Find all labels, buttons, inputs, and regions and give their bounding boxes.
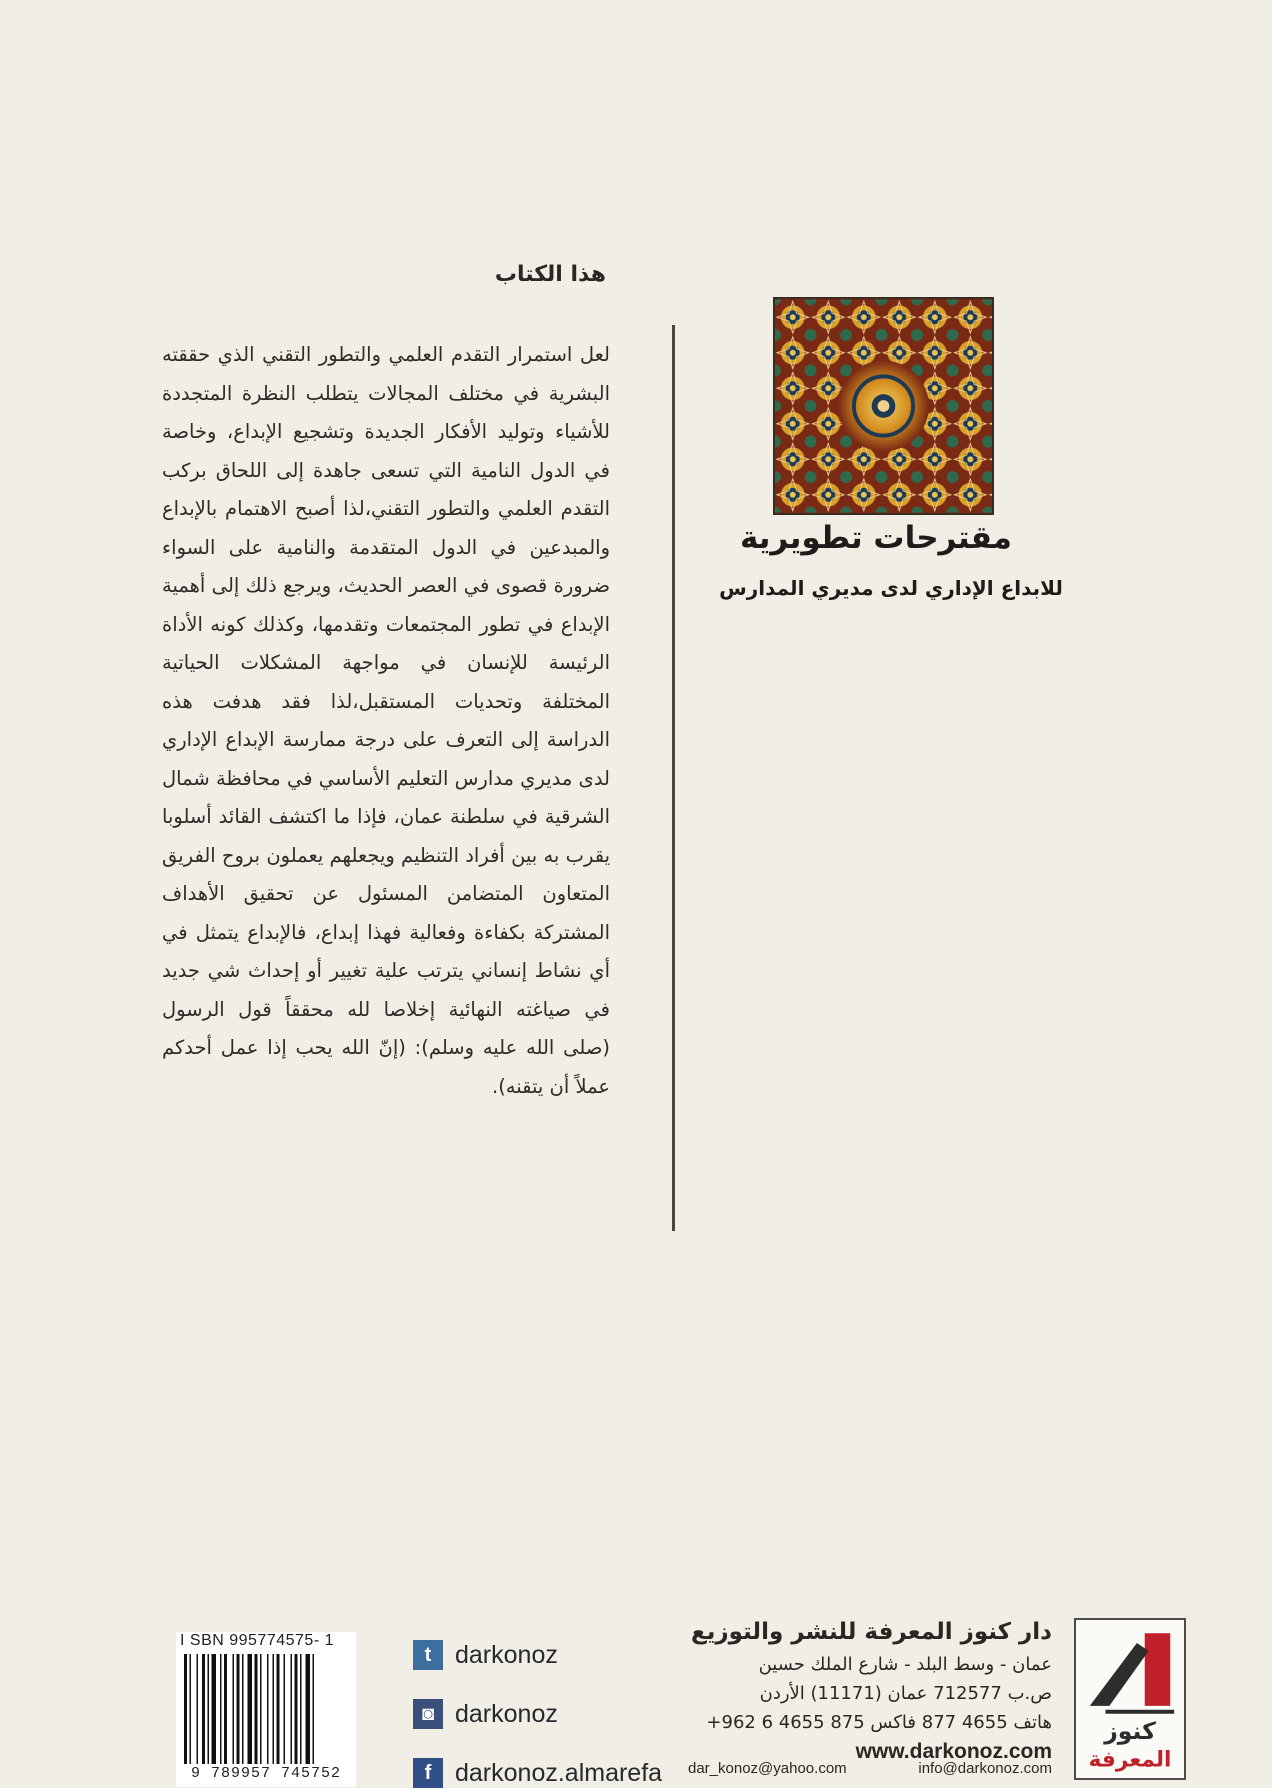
barcode-digits: 9 789957 745752 bbox=[190, 1765, 342, 1782]
publisher-name: دار كنوز المعرفة للنشر والتوزيع bbox=[691, 1619, 1052, 1645]
barcode-bar bbox=[197, 1654, 199, 1764]
barcode-bar bbox=[260, 1654, 262, 1764]
publisher-info bbox=[680, 1614, 1052, 1767]
instagram-handle: darkonoz bbox=[455, 1699, 558, 1728]
publisher-po-box: ص.ب 712577 عمان (11171) الأردن bbox=[759, 1683, 1052, 1704]
publisher-emails bbox=[688, 1760, 1052, 1777]
twitter-handle: darkonoz bbox=[455, 1640, 558, 1669]
book-title: مقترحات تطويرية bbox=[739, 520, 1012, 556]
barcode-bar bbox=[306, 1654, 311, 1764]
social-instagram bbox=[413, 1699, 558, 1729]
publisher-website: www.darkonoz.com bbox=[855, 1740, 1052, 1763]
facebook-icon: f bbox=[413, 1758, 443, 1788]
publisher-phone-fax: هاتف 4655 877 فاكس 875 4655 6 962+ bbox=[706, 1712, 1052, 1733]
facebook-handle: darkonoz.almarefa bbox=[455, 1758, 663, 1787]
publisher-email-info: info@darkonoz.com bbox=[918, 1760, 1052, 1777]
vertical-divider bbox=[672, 325, 675, 1231]
isbn-barcode bbox=[176, 1632, 356, 1787]
barcode-bar bbox=[291, 1654, 293, 1764]
publisher-email-yahoo: dar_konoz@yahoo.com bbox=[688, 1760, 847, 1777]
isbn-label: I SBN 995774575- 1 bbox=[180, 1632, 334, 1649]
publisher-address: عمان - وسط البلد - شارع الملك حسين bbox=[758, 1654, 1052, 1675]
barcode-bar bbox=[220, 1654, 222, 1764]
arabesque-pattern-graphic bbox=[775, 299, 992, 513]
book-subtitle: للابداع الإداري لدى مديري المدارس bbox=[719, 576, 1063, 600]
logo-text-bottom: المعرفة bbox=[1088, 1747, 1172, 1773]
barcode-bar bbox=[184, 1654, 187, 1764]
barcode-bar bbox=[300, 1654, 302, 1764]
barcode-bars bbox=[182, 1654, 352, 1764]
barcode-bar bbox=[284, 1654, 286, 1764]
barcode-bar bbox=[237, 1654, 240, 1764]
barcode-bar bbox=[190, 1654, 192, 1764]
social-twitter bbox=[413, 1640, 558, 1670]
barcode-bar bbox=[313, 1654, 315, 1764]
twitter-icon: t bbox=[413, 1640, 443, 1670]
publisher-logo bbox=[1074, 1618, 1186, 1780]
barcode-bar bbox=[255, 1654, 258, 1764]
barcode-bar bbox=[233, 1654, 235, 1764]
barcode-bar bbox=[208, 1654, 210, 1764]
barcode-bar bbox=[212, 1654, 217, 1764]
barcode-bar bbox=[267, 1654, 269, 1764]
logo-text-top: كنوز bbox=[1104, 1717, 1156, 1746]
social-facebook bbox=[413, 1758, 662, 1788]
barcode-bar bbox=[295, 1654, 298, 1764]
barcode-bar bbox=[224, 1654, 227, 1764]
synopsis-text: لعل استمرار التقدم العلمي والتطور التقني الذي حققته البشرية في مختلف المجالات يتطلب النظرة المتجددة للأشياء وتوليد الأفكار الجديدة وتشجيع الإبداع، وخاصة في الدول النامية التي تسعى جاهدة إلى اللحاق بركب التقدم العلمي والتطور التقني،لذا أصبح الاهتمام بالإبداع والمبدعين في الدول المتقدمة والنامية على السواء ضرورة قصوى في العصر الحديث، ويرجع ذلك إلى أهمية الإبداع في تطور المجتمعات وتقدمها، وكذلك كونه الأداة الرئيسة للإنسان في مواجهة المشكلات الحياتية المختلفة وتحديات المستقبل،لذا فقد هدفت هذه الدراسة إلى التعرف على درجة ممارسة الإبداع الإداري لدى مديري مدارس التعليم الأساسي في محافظة شمال الشرقية في سلطنة عمان، فإذا ما اكتشف القائد أسلوبا يقرب به بين أفراد التنظيم ويجعلهم يعملون بروح الفريق المتعاون المتضامن المسئول عن تحقيق الأهداف المشتركة بكفاءة وفعالية فهذا إبداع، فالإبداع يتمثل في أي نشاط إنساني يترتب علية تغيير أو إحداث شي جديد في صياغته النهائية إخلاصا لله محققاً قول الرسول (صلى الله عليه وسلم): (إنّ الله يحب إذا عمل أحدكم عملاً أن يتقنه). bbox=[162, 343, 610, 1098]
barcode-bar bbox=[242, 1654, 244, 1764]
synopsis-heading: هذا الكتاب bbox=[494, 262, 606, 287]
barcode-bar bbox=[273, 1654, 275, 1764]
publisher-logo-mark bbox=[1076, 1620, 1184, 1778]
instagram-icon: ◙ bbox=[413, 1699, 443, 1729]
arabesque-pattern-image bbox=[773, 297, 994, 515]
barcode-bar bbox=[277, 1654, 280, 1764]
barcode-bar bbox=[248, 1654, 253, 1764]
barcode-bar bbox=[202, 1654, 205, 1764]
